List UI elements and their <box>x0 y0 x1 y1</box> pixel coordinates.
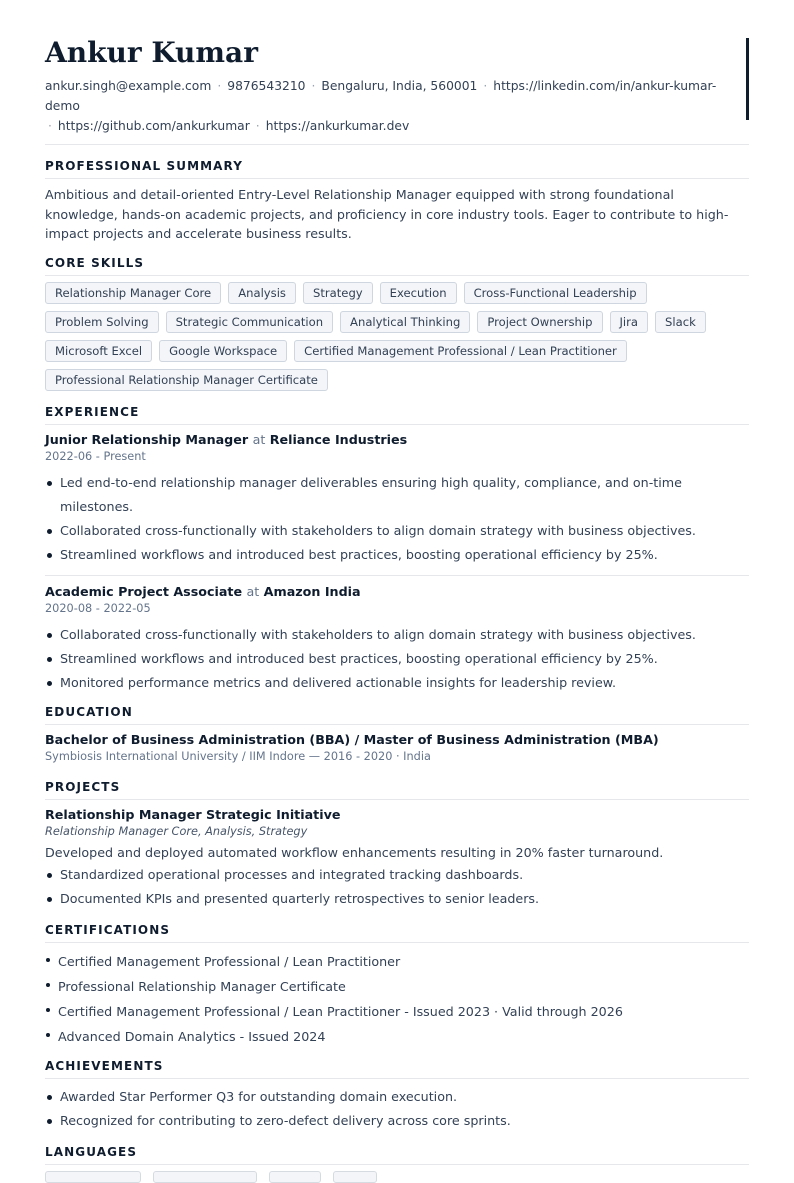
candidate-name: Ankur Kumar <box>45 36 258 69</box>
job-at: at <box>252 431 266 447</box>
section-title-languages: LANGUAGES <box>45 1144 138 1159</box>
list-item: Professional Relationship Manager Certificate <box>45 974 749 999</box>
job-role: Junior Relationship Manager <box>45 431 249 447</box>
summary-section <box>45 157 749 244</box>
section-divider <box>45 178 749 179</box>
skill-chip: Google Workspace <box>159 340 287 362</box>
list-item: Documented KPIs and presented quarterly retrospectives to senior leaders. <box>45 887 749 911</box>
phone-number[interactable]: 9876543210 <box>227 79 306 93</box>
list-item: Certified Management Professional / Lean Practitioner - Issued 2023 · Valid through 2026 <box>45 999 749 1024</box>
job-heading <box>45 583 749 601</box>
list-item: Collaborated cross-functionally with stakeholders to align domain strategy with business objectives. <box>45 519 749 543</box>
skill-chip: Relationship Manager Core <box>45 282 221 304</box>
job-company: Amazon India <box>263 583 361 599</box>
list-item: Streamlined workflows and introduced best practices, boosting operational efficiency by 25%. <box>45 647 749 671</box>
languages-list <box>45 1171 749 1183</box>
section-divider <box>45 1078 749 1079</box>
contact-separator: · <box>217 79 222 93</box>
contact-separator: · <box>255 119 260 133</box>
list-item: Led end-to-end relationship manager deliverables ensuring high quality, compliance, and on-time milestones. <box>45 471 749 519</box>
section-divider <box>45 724 749 725</box>
skill-chip: Cross-Functional Leadership <box>464 282 647 304</box>
project-tech: Relationship Manager Core, Analysis, Strategy <box>45 824 308 838</box>
header-divider <box>45 144 749 145</box>
list-item: Advanced Domain Analytics - Issued 2024 <box>45 1024 749 1049</box>
section-title-certifications: CERTIFICATIONS <box>45 922 171 937</box>
skill-chip: Strategy <box>303 282 373 304</box>
linkedin-link[interactable]: https://linkedin.com/in/ankur-kumar-demo <box>45 79 717 113</box>
section-divider <box>45 799 749 800</box>
experience-section <box>45 403 749 695</box>
section-divider <box>45 275 749 276</box>
job-entry <box>45 583 749 695</box>
job-at: at <box>246 583 260 599</box>
section-divider <box>45 1164 749 1165</box>
job-company: Reliance Industries <box>269 431 408 447</box>
contact-separator: · <box>483 79 488 93</box>
language-chip <box>153 1171 257 1183</box>
section-title-experience: EXPERIENCE <box>45 404 140 419</box>
section-divider <box>45 424 749 425</box>
language-chip <box>45 1171 141 1183</box>
job-divider <box>45 575 749 576</box>
list-item: Collaborated cross-functionally with stakeholders to align domain strategy with business objectives. <box>45 623 749 647</box>
job-entry <box>45 431 749 567</box>
email-link[interactable]: ankur.singh@example.com <box>45 79 212 93</box>
language-chip <box>333 1171 377 1183</box>
job-dates: 2022-06 - Present <box>45 449 146 463</box>
languages-section <box>45 1143 749 1183</box>
section-title-education: EDUCATION <box>45 704 133 719</box>
project-description: Developed and deployed automated workflow enhancements resulting in 20% faster turnaround. <box>45 844 664 860</box>
section-title-skills: CORE SKILLS <box>45 255 145 270</box>
skill-chip: Certified Management Professional / Lean Practitioner <box>294 340 627 362</box>
contact-separator: · <box>48 119 52 133</box>
education-degree: Bachelor of Business Administration (BBA) / Master of Business Administration (MBA) <box>45 731 659 747</box>
job-bullets <box>45 623 749 695</box>
section-divider <box>45 942 749 943</box>
list-item: Recognized for contributing to zero-defect delivery across core sprints. <box>45 1109 749 1133</box>
list-item: Monitored performance metrics and delivered actionable insights for leadership review. <box>45 671 749 695</box>
skill-chip: Professional Relationship Manager Certificate <box>45 369 328 391</box>
section-title-achievements: ACHIEVEMENTS <box>45 1058 164 1073</box>
education-section <box>45 703 749 765</box>
skill-chip: Slack <box>655 311 706 333</box>
education-meta: Symbiosis International University / IIM Indore — 2016 - 2020 · India <box>45 749 431 763</box>
project-bullets <box>45 863 749 911</box>
job-role: Academic Project Associate <box>45 583 243 599</box>
job-bullets <box>45 471 749 567</box>
summary-text: Ambitious and detail-oriented Entry-Level Relationship Manager equipped with strong foundational knowledge, hands-on academic projects, and proficiency in core industry tools. Eager to contribute to high-impact projects and accelerate business results. <box>45 187 729 241</box>
website-link[interactable]: https://ankurkumar.dev <box>265 119 410 133</box>
skills-list <box>45 282 749 391</box>
skill-chip: Analytical Thinking <box>340 311 470 333</box>
skill-chip: Jira <box>610 311 649 333</box>
job-dates: 2020-08 - 2022-05 <box>45 601 151 615</box>
skill-chip: Microsoft Excel <box>45 340 152 362</box>
location: Bengaluru, India, 560001 <box>321 79 478 93</box>
list-item: Standardized operational processes and integrated tracking dashboards. <box>45 863 749 887</box>
skill-chip: Analysis <box>228 282 296 304</box>
job-heading <box>45 431 749 449</box>
resume-page <box>45 36 749 1183</box>
list-item: Certified Management Professional / Lean Practitioner <box>45 949 749 974</box>
contact-separator: · <box>311 79 316 93</box>
list-item: Awarded Star Performer Q3 for outstanding domain execution. <box>45 1085 749 1109</box>
achievements-section <box>45 1057 749 1133</box>
language-chip <box>269 1171 321 1183</box>
project-name: Relationship Manager Strategic Initiative <box>45 806 341 822</box>
section-title-projects: PROJECTS <box>45 779 121 794</box>
skill-chip: Execution <box>380 282 457 304</box>
list-item: Streamlined workflows and introduced best practices, boosting operational efficiency by 25%. <box>45 543 749 567</box>
section-title-summary: PROFESSIONAL SUMMARY <box>45 159 244 173</box>
achievements-list <box>45 1085 749 1133</box>
contact-info <box>45 76 725 136</box>
github-link[interactable]: https://github.com/ankurkumar <box>57 119 250 133</box>
skill-chip: Problem Solving <box>45 311 159 333</box>
skills-section <box>45 254 749 391</box>
skill-chip: Strategic Communication <box>166 311 333 333</box>
certifications-list <box>45 949 749 1049</box>
certifications-section <box>45 921 749 1049</box>
projects-section <box>45 778 749 911</box>
skill-chip: Project Ownership <box>477 311 602 333</box>
